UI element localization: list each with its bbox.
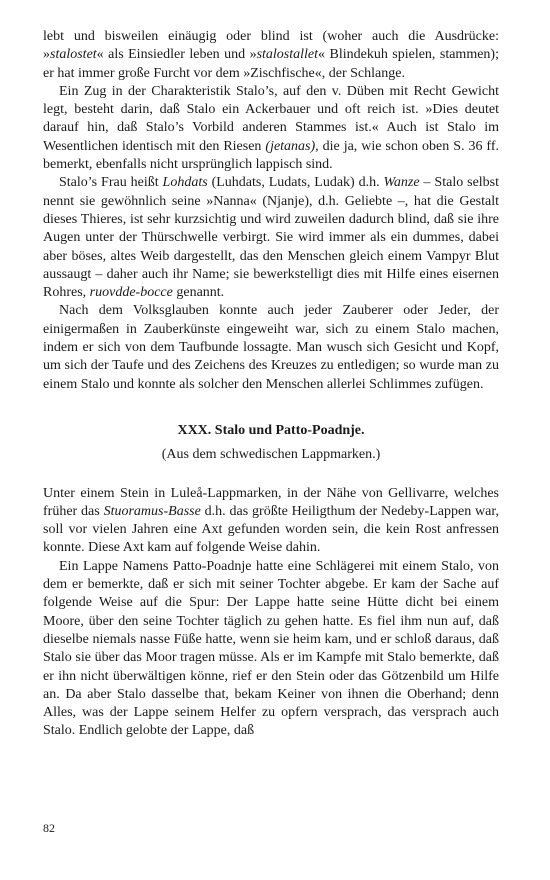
text-block-bottom (43, 485, 499, 741)
italic-term: (jetanas), (265, 138, 319, 154)
text-run: (Luhdats, Ludats, Ludak) d.h. (207, 175, 384, 191)
italic-term: Wanze (383, 175, 420, 191)
text-run: – Stalo selbst nennt sie gewöhnlich seine »Nanna« (Njanje), d.h. Geliebte –, hat die Gestalt dieses Thieres, ist sehr kurzsichtig und wird zuweilen dadurch blind, daß sie ihre Augen unter der Thürschwelle verbirgt. Sie wird immer als ein dummes, dabei aber böses, altes Weib dargestellt, das den Menschen gleich einem Vampyr Blut aussaugt – daher auch ihr Name; sie bewerkstelligt dies mit Hilfe eines eisernen Rohres, (43, 175, 500, 301)
section-title: XXX. Stalo und Patto-Poadnje. (177, 422, 365, 438)
paragraph (43, 302, 499, 393)
text-run: « als Einsiedler leben und » (96, 47, 257, 63)
paragraph (43, 485, 499, 558)
text-run: die ja, wie schon oben S. 36 ff. bemerkt, ebenfalls nicht ursprünglich lappisch sind. (43, 138, 499, 173)
text-run: « Blindekuh spielen, stammen); er hat immer große Furcht vor dem »Zischfische«, der Schlange. (43, 47, 499, 81)
italic-term: Lohdats (162, 175, 208, 191)
text-run: Nach dem Volksglauben konnte auch jeder Zauberer oder Jeder, der einigermaßen in Zauberkünste eingeweiht war, sich zu einem Stalo machen, indem er sich von dem Taufbunde lossagte. Man wusch sich Gesicht und Kopf, um sich der Taufe und des Zeichens des Kreuzes zu entledigen; so wurde man zu einem Stalo und konnte als solcher den Menschen allerlei Schlimmes zufügen. (43, 303, 499, 392)
text-run: lebt und bisweilen einäugig oder blind ist (woher auch die Ausdrücke: » (43, 29, 499, 63)
text-run: d.h. das größte Heiligthum der Nedeby-Lappen war, soll vor vielen Jahren eine Axt gefunden worden sein, die kein Rost anfressen konnte. Diese Axt kam auf folgende Weise dahin. (43, 503, 499, 556)
paragraph (43, 558, 499, 741)
text-run: Ein Zug in der Charakteristik Stalo’s, auf den v. Düben mit Recht Gewicht legt, besteht darin, daß Stalo ein Ackerbauer und oft reich ist. »Dies deutet darauf hin, daß Stalo’s Vorbild anderen Stammes ist.« Auch ist Stalo im Wesentlichen identisch mit den Riesen (43, 83, 499, 154)
paragraph (43, 174, 499, 302)
section-subtitle: (Aus dem schwedischen Lappmarken.) (161, 447, 381, 463)
paragraph (43, 28, 499, 83)
italic-term: stalostallet (256, 47, 319, 63)
text-run: Unter einem Stein in Luleå-Lappmarken, in der Nähe von Gellivarre, welches früher das (43, 485, 499, 519)
page-number: 82 (43, 821, 55, 835)
italic-term: stalostet (50, 47, 97, 63)
paragraph (43, 83, 499, 174)
text-run: genannt. (172, 285, 225, 301)
text-block-top (43, 28, 499, 394)
text-run: Ein Lappe Namens Patto-Poadnje hatte eine Schlägerei mit einem Stalo, von dem er bemerkte, daß er sich mit seiner Tochter abgebe. Er kam der Sache auf folgende Weise auf die Spur: Der Lappe hatte seine Hütte dicht bei einem Moore, über den seine Tochter täglich zu gehen hatte. Es fiel ihm nun auf, daß dieselbe niemals nasse Füße hatte, wenn sie heim kam, und er schloß daraus, daß Stalo sie über das Moor tragen müsse. Als er im Kampfe mit Stalo bemerkte, daß er ihn nicht überwältigen könne, rief er den Stein oder das Götzenbild um Hilfe an. Da aber Stalo dasselbe that, bekam Keiner von ihnen die Oberhand; denn Alles, was der Lappe seinem Helfer zu opfern versprach, das versprach auch Stalo. Endlich gelobte der Lappe, daß (43, 558, 499, 739)
italic-term: Stuoramus-Basse (103, 503, 201, 519)
italic-term: ruovdde-bocce (89, 285, 173, 301)
page-body (43, 28, 499, 741)
text-run: Stalo’s Frau heißt (59, 175, 163, 191)
